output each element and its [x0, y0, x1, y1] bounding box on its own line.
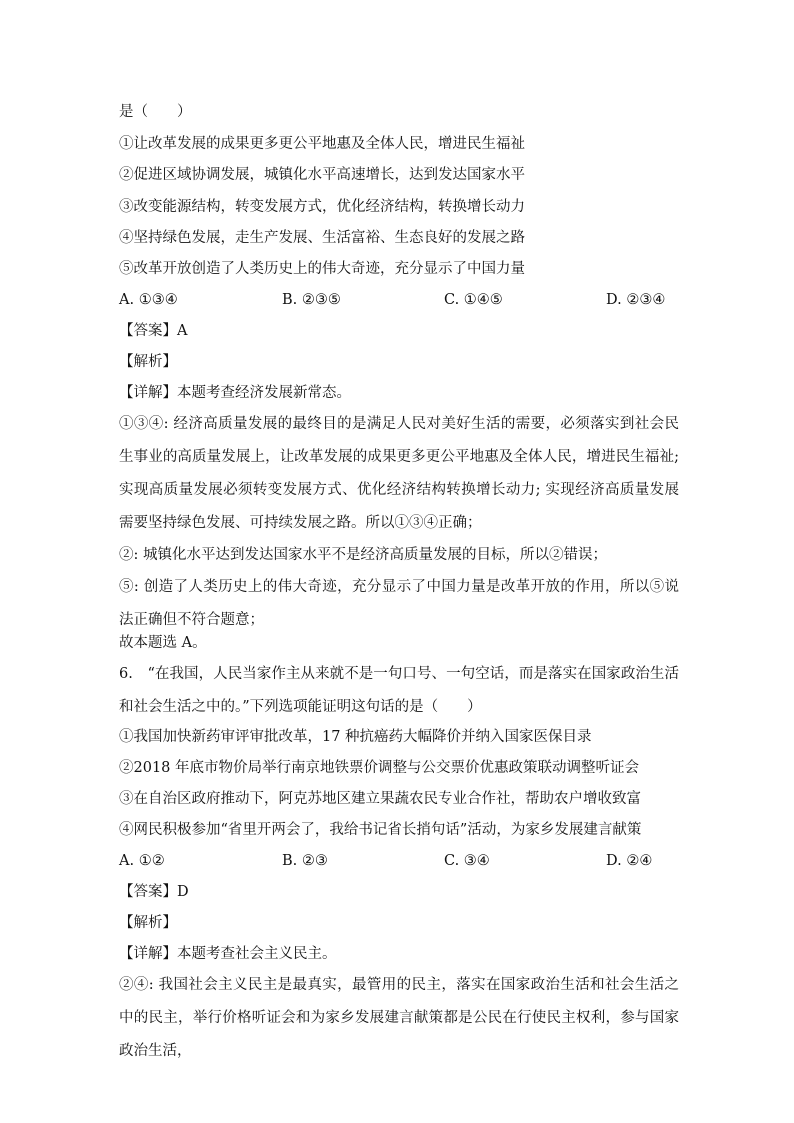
q5-explanation-1: ①③④: 经济高质量发展的最终目的是满足人民对美好生活的需要，必须落实到社会民生事业的高质量发展上，让改革发展的成果更多更公平地惠及全体人民，增进民生福祉; 实现高质量发展必须转变发展方式、优化经济结构转换增长动力; 实现经济高质量发展需要坚持绿色发展、可持续发展之路。所以①③④正确； [119, 416, 679, 531]
q6-explanation-1: ②④: 我国社会主义民主是最真实，最管用的民主，落实在国家政治生活和社会生活之中的民主，举行价格听证会和为家乡发展建言献策都是公民在行使民主权利，参与国家政治生活， [119, 977, 679, 1059]
q5-analysis-label: 【解析】 [119, 354, 177, 370]
q5-option-a: A. ①③④ [119, 292, 178, 308]
q5-item-4: ④坚持绿色发展，走生产发展、生活富裕、生态良好的发展之路 [119, 230, 525, 246]
q6-item-3: ③在自治区政府推动下，阿克苏地区建立果蔬农民专业合作社，帮助农户增收致富 [119, 791, 641, 807]
q5-option-b: B. ②③⑤ [282, 292, 341, 308]
q5-answer: 【答案】A [119, 323, 188, 339]
q5-explanation-3: ⑤: 创造了人类历史上的伟大奇迹，充分显示了中国力量是改革开放的作用，所以⑤说法正确但不符合题意； [119, 579, 679, 628]
q5-detail: 【详解】本题考查经济发展新常态。 [119, 385, 351, 401]
q5-stem-tail: 是（ ） [119, 104, 192, 120]
q5-option-c: C. ①④⑤ [444, 292, 503, 308]
q5-item-5: ⑤改革开放创造了人类历史上的伟大奇迹，充分显示了中国力量 [119, 261, 525, 277]
q5-item-1: ①让改革发展的成果更多更公平地惠及全体人民，增进民生福祉 [119, 136, 525, 152]
q6-option-b: B. ②③ [282, 853, 328, 869]
q5-item-3: ③改变能源结构，转变发展方式，优化经济结构，转换增长动力 [119, 199, 525, 215]
q6-option-d: D. ②④ [606, 853, 653, 869]
q6-answer: 【答案】D [119, 884, 189, 900]
q5-option-d: D. ②③④ [606, 292, 666, 308]
q5-item-2: ②促进区域协调发展，城镇化水平高速增长，达到发达国家水平 [119, 167, 525, 183]
q6-analysis-label: 【解析】 [119, 915, 177, 931]
q6-item-1: ①我国加快新药审评审批改革，17 种抗癌药大幅降价并纳入国家医保目录 [119, 729, 592, 745]
q6-item-4: ④网民积极参加“省里开两会了，我给书记省长捎句话”活动，为家乡发展建言献策 [119, 822, 642, 838]
q5-conclusion: 故本题选 A。 [119, 635, 207, 651]
q6-detail: 【详解】本题考查社会主义民主。 [119, 946, 337, 962]
q6-option-a: A. ①② [119, 853, 165, 869]
q6-option-c: C. ③④ [444, 853, 490, 869]
q5-explanation-2: ②: 城镇化水平达到发达国家水平不是经济高质量发展的目标，所以②错误； [119, 547, 607, 563]
q6-item-2: ②2018 年底市物价局举行南京地铁票价调整与公交票价优惠政策联动调整听证会 [119, 760, 640, 776]
q6-stem: 6. “在我国，人民当家作主从来就不是一句口号、一句空话，而是落实在国家政治生活和社会生活之中的。”下列选项能证明这句话的是（ ） [119, 666, 679, 715]
